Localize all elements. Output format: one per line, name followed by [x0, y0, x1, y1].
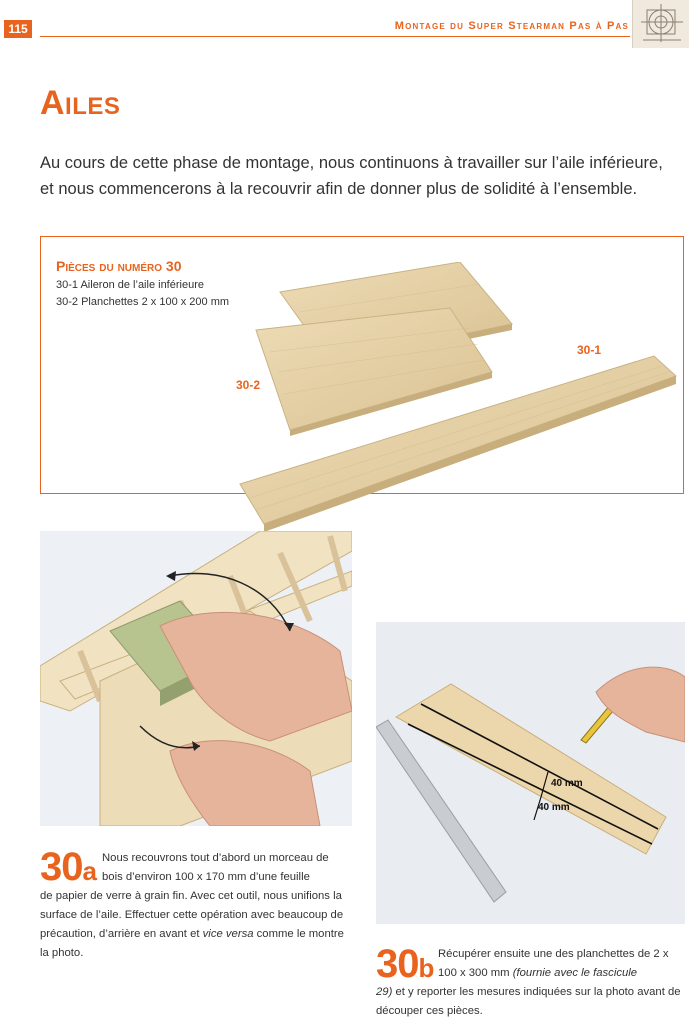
step-number-30b: 30b	[376, 942, 434, 986]
photo-sanding-wing	[40, 531, 352, 826]
part-label-30-1: 30-1	[577, 343, 602, 357]
measure-label: 40 mm	[538, 802, 570, 813]
header-rule	[40, 36, 630, 37]
part-item: 30-1 Aileron de l’aile inférieure	[56, 279, 204, 291]
running-head: Montage du Super Stearman Pas à Pas	[394, 20, 629, 32]
step-30b-text: Récupérer ensuite une des planchettes de 2 x 100 x 300 mm (fournie avec le fascicule	[438, 948, 669, 979]
blueprint-emblem-icon	[632, 0, 689, 48]
photo-marking-plank	[376, 622, 685, 924]
page-title: Ailes	[40, 84, 121, 122]
measure-label: 40 mm	[551, 778, 583, 789]
page-number: 115	[4, 20, 32, 38]
balsa-parts-illustration	[230, 262, 689, 542]
parts-heading: Pièces du numéro 30	[56, 258, 182, 274]
step-30b-text-continued: 29) et y reporter les mesures indiquées sur la photo avant de découper ces pièces.	[376, 986, 681, 1017]
part-label-30-2: 30-2	[236, 378, 261, 392]
step-30a-text-continued: de papier de verre à grain fin. Avec cet outil, nous unifions la surface de l’aile. Effectuer cette opération avec beaucoup de précaution, d’arrière en avant et vice versa comme le montre la photo.	[40, 890, 344, 959]
intro-paragraph: Au cours de cette phase de montage, nous continuons à travailler sur l’aile inférieure, et nous commencerons à la recouvrir afin de donner plus de solidité à l’ensemble.	[40, 154, 663, 198]
step-30a-text: Nous recouvrons tout d’abord un morceau de bois d’environ 100 x 170 mm d’une feuille	[102, 852, 329, 883]
part-item: 30-2 Planchettes 2 x 100 x 200 mm	[56, 296, 230, 308]
step-number-30a: 30a	[40, 845, 96, 889]
